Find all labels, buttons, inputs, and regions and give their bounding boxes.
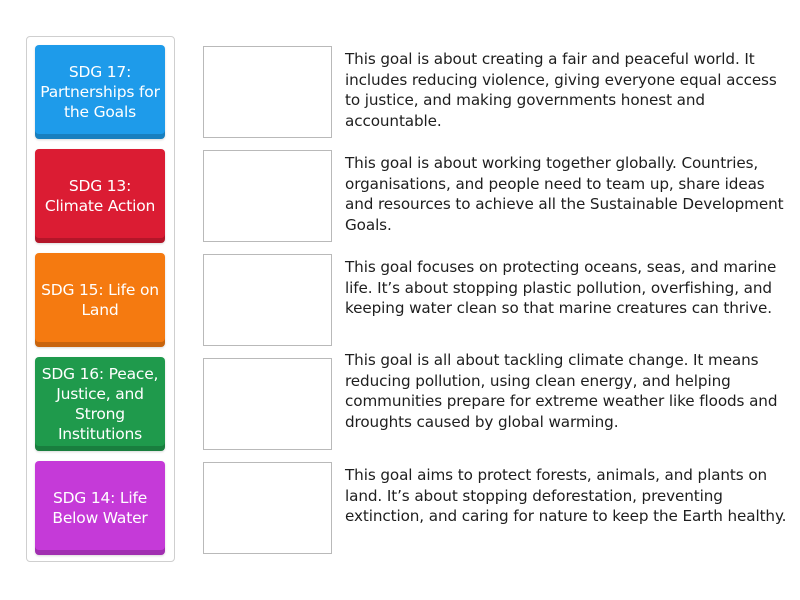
- tile-label: SDG 16: Peace, Justice, and Strong Institutions: [41, 365, 159, 443]
- tile-sdg-17[interactable]: [35, 45, 165, 139]
- tile-sdg-16[interactable]: [35, 357, 165, 451]
- tile-label: SDG 15: Life on Land: [41, 281, 159, 319]
- drop-slot[interactable]: [203, 254, 332, 346]
- description-text: This goal focuses on protecting oceans, seas, and marine life. It’s about stopping plastic pollution, overfishing, and keeping water clean so that marine creatures can thrive.: [345, 258, 777, 317]
- tile-label: SDG 17: Partnerships for the Goals: [40, 63, 160, 121]
- tile-sdg-15[interactable]: [35, 253, 165, 347]
- description-text: This goal is all about tackling climate change. It means reducing pollution, using clean energy, and helping communities prepare for extreme weather like floods and droughts caused by global warming.: [345, 351, 778, 431]
- drop-slot[interactable]: [203, 46, 332, 138]
- tile-label: SDG 13: Climate Action: [44, 177, 156, 215]
- drop-slot[interactable]: [203, 358, 332, 450]
- tile-label: SDG 14: Life Below Water: [52, 489, 148, 527]
- tile-sdg-13[interactable]: [35, 149, 165, 243]
- drop-slot[interactable]: [203, 462, 332, 554]
- description-text: This goal is about working together globally. Countries, organisations, and people need to team up, share ideas and resources to achieve all the Sustainable Development Goals.: [345, 154, 784, 234]
- description-text: This goal is about creating a fair and peaceful world. It includes reducing violence, giving everyone equal access to justice, and making governments honest and accountable.: [345, 50, 777, 130]
- tile-sdg-14[interactable]: [35, 461, 165, 555]
- description-text: This goal aims to protect forests, animals, and plants on land. It’s about stopping deforestation, preventing extinction, and caring for nature to keep the Earth healthy.: [345, 466, 787, 525]
- drop-slot[interactable]: [203, 150, 332, 242]
- tile-panel: [26, 36, 175, 562]
